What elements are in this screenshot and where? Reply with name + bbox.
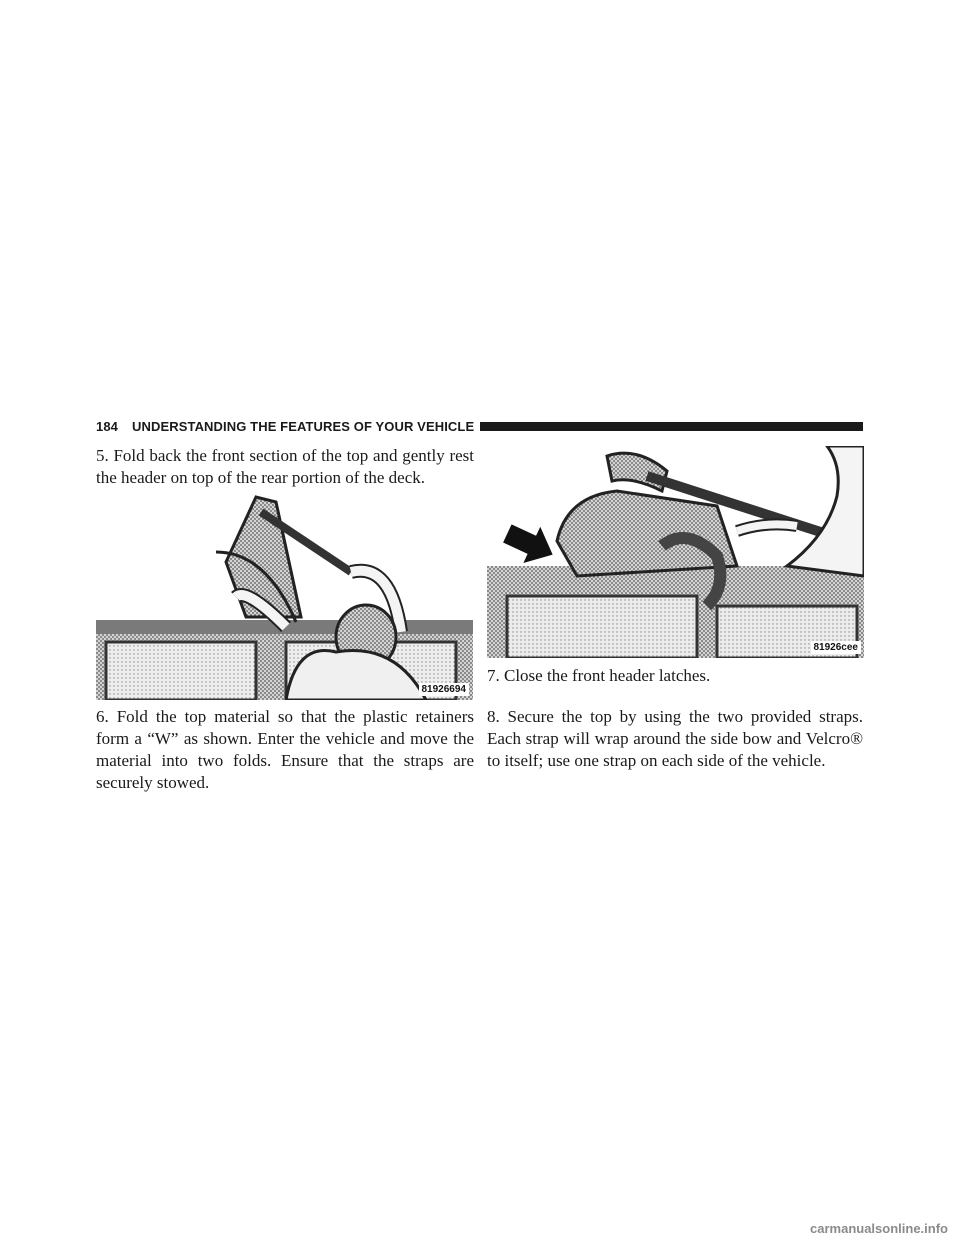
page-header xyxy=(96,417,863,435)
secure-straps-illustration xyxy=(487,446,864,658)
step-8-text: 8. Secure the top by using the two provided straps. Each strap will wrap around the side bow and Velcro® to itself; use one strap on each side of the vehicle. xyxy=(487,707,863,770)
figure-secure-straps xyxy=(487,446,864,658)
step-7-text: 7. Close the front header latches. xyxy=(487,666,711,685)
step-6-text: 6. Fold the top material so that the plastic retainers form a “W” as shown. Enter the vehicle and move the material into two folds. Ensure that the straps are securely stowed. xyxy=(96,707,474,792)
fold-header-illustration xyxy=(96,492,473,700)
figure-1-label: 81926694 xyxy=(419,683,470,696)
figure-fold-header xyxy=(96,492,473,700)
section-title: UNDERSTANDING THE FEATURES OF YOUR VEHICLE xyxy=(132,418,475,434)
step-5-text: 5. Fold back the front section of the top and gently rest the header on top of the rear portion of the deck. xyxy=(96,446,474,487)
figure-2-label: 81926cee xyxy=(811,641,862,654)
page-number: 184 xyxy=(96,418,118,434)
header-rule xyxy=(480,422,863,431)
watermark: carmanualsonline.info xyxy=(810,1221,948,1236)
